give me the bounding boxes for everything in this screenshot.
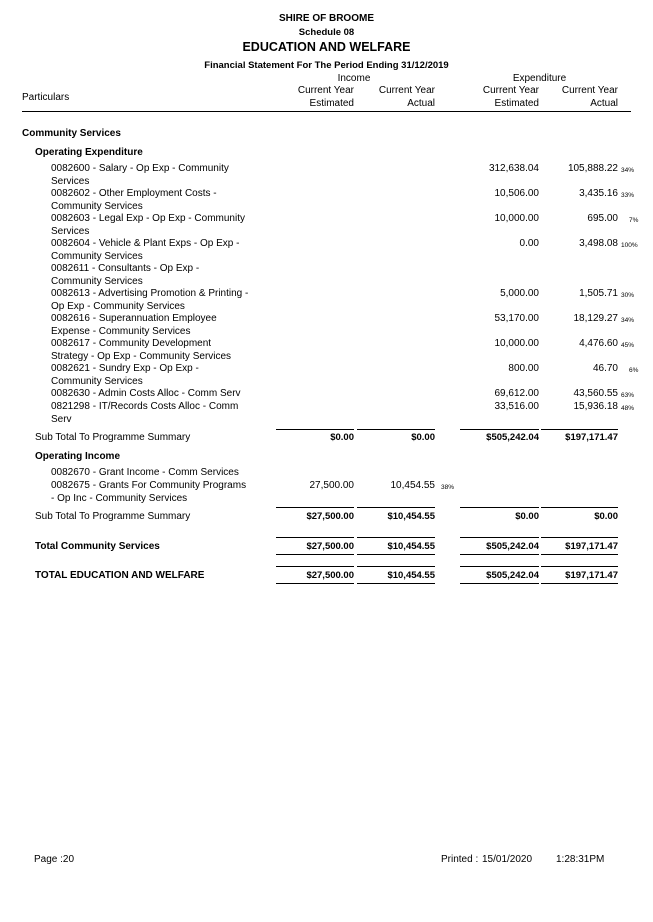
total-community-inc-est: $27,500.00 (306, 541, 354, 552)
exp-estimated: 10,000.00 (494, 338, 539, 349)
expenditure-subtotal-exp-est: $505,242.04 (486, 432, 539, 443)
exp-actual: 46.70 (592, 363, 618, 374)
row-description: 0082600 - Salary - Op Exp - Community Services (51, 163, 229, 187)
exp-estimated: 69,612.00 (494, 388, 539, 399)
row-description: 0082604 - Vehicle & Plant Exps - Op Exp - Community Services (51, 238, 240, 262)
exp-percent: 34% (621, 317, 635, 324)
total-rule (276, 554, 354, 555)
income-group-header: Income (337, 73, 371, 84)
row-description: 0821298 - IT/Records Costs Alloc - Comm Serv (51, 401, 239, 425)
exp-estimated: 33,516.00 (494, 401, 539, 412)
row-description: 0082670 - Grant Income - Comm Services (51, 467, 239, 478)
income-subtotal-label: Sub Total To Programme Summary (35, 511, 191, 522)
row-description: 0082616 - Superannuation Employee Expense - Community Services (51, 313, 217, 337)
exp-percent: 6% (629, 367, 639, 374)
total-program-inc-act: $10,454.55 (387, 570, 435, 581)
income-actual-header-line2: Actual (407, 98, 435, 109)
total-rule (541, 537, 618, 538)
printed-time: 1:28:31PM (556, 854, 605, 865)
income-estimated-header-line1: Current Year (297, 85, 354, 96)
grand-total-rule (541, 583, 618, 584)
exp-percent: 100% (621, 242, 638, 249)
row-description: 0082611 - Consultants - Op Exp - Community Services (51, 263, 200, 287)
exp-percent: 7% (629, 217, 639, 224)
exp-estimated: 0.00 (519, 238, 539, 249)
operating-expenditure-heading: Operating Expenditure (35, 147, 143, 158)
expenditure-actual-header-line1: Current Year (561, 85, 618, 96)
exp-estimated: 53,170.00 (494, 313, 539, 324)
report-period: Financial Statement For The Period Ending 31/12/2019 (204, 60, 449, 71)
exp-actual: 4,476.60 (579, 338, 618, 349)
schedule-number: Schedule 08 (298, 27, 355, 38)
subtotal-rule (276, 429, 354, 430)
header-rule (22, 111, 631, 112)
income-subtotal-exp-act: $0.00 (594, 511, 618, 522)
grand-total-rule (541, 566, 618, 567)
total-rule (357, 537, 435, 538)
exp-actual: 18,129.27 (573, 313, 618, 324)
total-rule (541, 554, 618, 555)
total-rule (357, 554, 435, 555)
exp-percent: 30% (621, 292, 635, 299)
exp-actual: 695.00 (587, 213, 618, 224)
exp-actual: 3,435.16 (579, 188, 618, 199)
expenditure-subtotal-exp-act: $197,171.47 (565, 432, 618, 443)
grand-total-rule (460, 566, 539, 567)
page-number: Page :20 (34, 854, 75, 865)
total-community-exp-act: $197,171.47 (565, 541, 618, 552)
report-title: EDUCATION AND WELFARE (242, 40, 411, 54)
grand-total-rule (276, 583, 354, 584)
subtotal-rule (541, 429, 618, 430)
total-rule (460, 537, 539, 538)
expenditure-subtotal-inc-act: $0.00 (411, 432, 435, 443)
exp-estimated: 5,000.00 (500, 288, 539, 299)
organisation-name: SHIRE OF BROOME (278, 13, 374, 24)
exp-percent: 33% (621, 192, 635, 199)
total-community-inc-act: $10,454.55 (387, 541, 435, 552)
exp-actual: 15,936.18 (573, 401, 618, 412)
grand-total-rule (276, 566, 354, 567)
inc-actual: 10,454.55 (390, 480, 435, 491)
exp-percent: 34% (621, 167, 635, 174)
income-actual-header-line1: Current Year (378, 85, 435, 96)
exp-estimated: 10,000.00 (494, 213, 539, 224)
row-description: 0082675 - Grants For Community Programs - Op Inc - Community Services (51, 480, 247, 504)
printed-label: Printed : (441, 854, 479, 865)
subtotal-rule (276, 507, 354, 508)
exp-actual: 3,498.08 (579, 238, 618, 249)
inc-percent: 38% (441, 484, 455, 491)
income-estimated-header-line2: Estimated (309, 98, 354, 109)
subtotal-rule (541, 507, 618, 508)
subtotal-rule (357, 507, 435, 508)
subtotal-rule (460, 507, 539, 508)
particulars-header: Particulars (22, 92, 70, 103)
income-subtotal-inc-est: $27,500.00 (306, 511, 354, 522)
grand-total-rule (357, 583, 435, 584)
subtotal-rule (460, 429, 539, 430)
total-rule (276, 537, 354, 538)
exp-estimated: 10,506.00 (494, 188, 539, 199)
expenditure-subtotal-label: Sub Total To Programme Summary (35, 432, 191, 443)
row-description: 0082602 - Other Employment Costs - Community Services (51, 188, 217, 212)
grand-total-rule (460, 583, 539, 584)
row-description: 0082630 - Admin Costs Alloc - Comm Serv (51, 388, 241, 399)
total-program-inc-est: $27,500.00 (306, 570, 354, 581)
expenditure-estimated-header-line2: Estimated (494, 98, 539, 109)
row-description: 0082613 - Advertising Promotion & Printing - Op Exp - Community Services (51, 288, 249, 312)
income-subtotal-exp-est: $0.00 (515, 511, 539, 522)
section-heading: Community Services (22, 128, 121, 139)
subtotal-rule (357, 429, 435, 430)
exp-estimated: 312,638.04 (488, 163, 539, 174)
exp-percent: 48% (621, 405, 635, 412)
expenditure-actual-header-line2: Actual (590, 98, 618, 109)
row-description: 0082621 - Sundry Exp - Op Exp - Community Services (51, 363, 199, 387)
total-program-label: TOTAL EDUCATION AND WELFARE (35, 570, 205, 581)
expenditure-subtotal-inc-est: $0.00 (330, 432, 354, 443)
exp-percent: 63% (621, 392, 635, 399)
exp-actual: 105,888.22 (567, 163, 618, 174)
exp-actual: 43,560.55 (573, 388, 618, 399)
expenditure-group-header: Expenditure (512, 73, 567, 84)
total-rule (460, 554, 539, 555)
total-community-label: Total Community Services (35, 541, 160, 552)
inc-estimated: 27,500.00 (309, 480, 354, 491)
printed-date: 15/01/2020 (482, 854, 533, 865)
exp-actual: 1,505.71 (579, 288, 618, 299)
total-community-exp-est: $505,242.04 (486, 541, 539, 552)
exp-estimated: 800.00 (508, 363, 539, 374)
row-description: 0082603 - Legal Exp - Op Exp - Community Services (51, 213, 245, 237)
exp-percent: 45% (621, 342, 635, 349)
operating-income-heading: Operating Income (35, 451, 121, 462)
total-program-exp-est: $505,242.04 (486, 570, 539, 581)
grand-total-rule (357, 566, 435, 567)
row-description: 0082617 - Community Development Strategy - Op Exp - Community Services (51, 338, 232, 362)
total-program-exp-act: $197,171.47 (565, 570, 618, 581)
income-subtotal-inc-act: $10,454.55 (387, 511, 435, 522)
expenditure-estimated-header-line1: Current Year (482, 85, 539, 96)
